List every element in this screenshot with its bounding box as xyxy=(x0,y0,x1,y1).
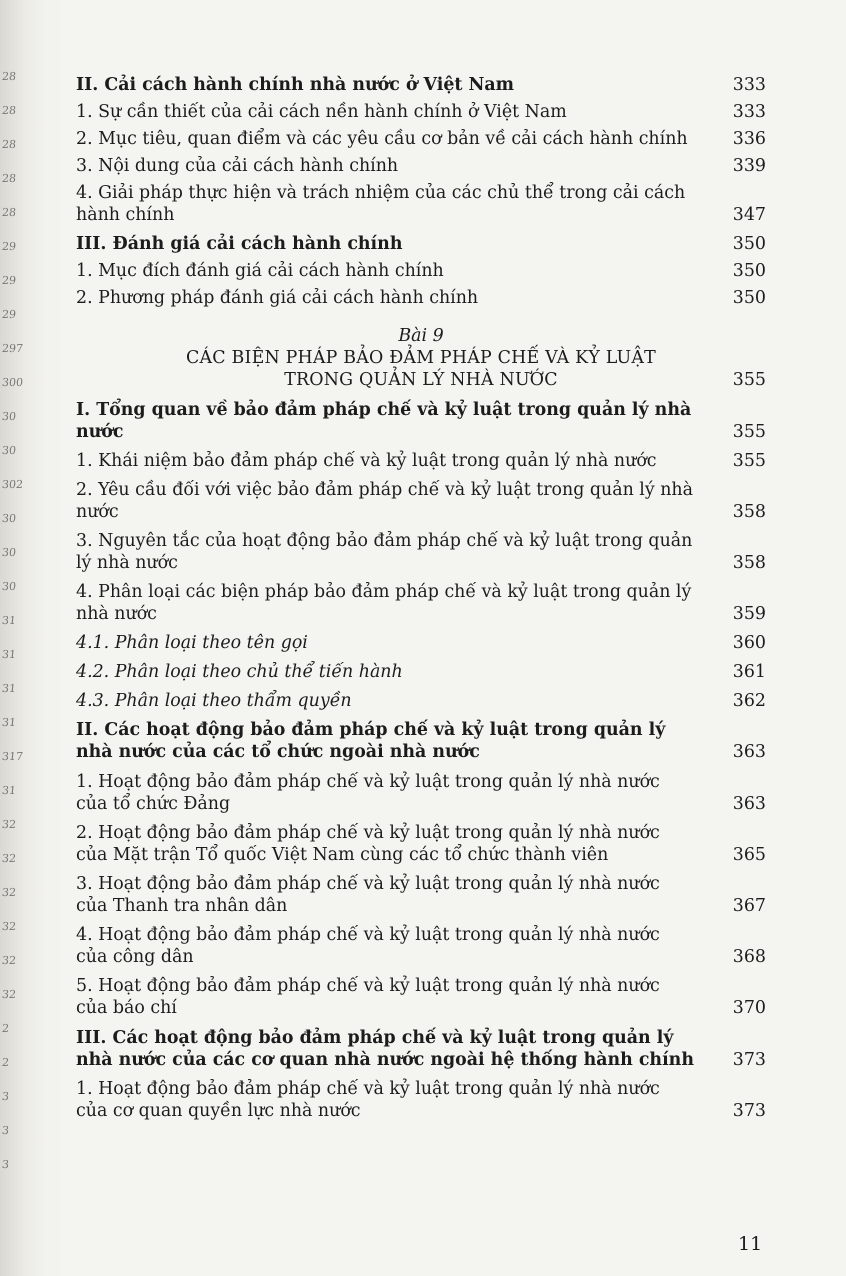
toc-entry-title: 4.1. Phân loại theo tên gọi xyxy=(76,633,308,653)
toc-entry-page: 360 xyxy=(732,633,766,653)
toc-entry xyxy=(76,450,766,472)
toc-entry-title: 3. Hoạt động bảo đảm pháp chế và kỷ luật trong quản lý nhà nước của Thanh tra nhân dân xyxy=(76,874,660,916)
toc-entry-page: 336 xyxy=(732,129,766,149)
adjacent-page-number: 28 xyxy=(1,70,17,83)
adjacent-page-number: 32 xyxy=(1,920,17,933)
toc-entry xyxy=(76,101,766,123)
toc-entry-page: 358 xyxy=(732,502,766,522)
toc-entry-page: 370 xyxy=(732,998,766,1018)
adjacent-page-number: 30 xyxy=(1,546,17,559)
chapter-number: Bài 9 xyxy=(398,326,444,346)
adjacent-page-number: 32 xyxy=(1,954,17,967)
toc-entry-title: 4. Giải pháp thực hiện và trách nhiệm của các chủ thể trong cải cách hành chính xyxy=(76,183,686,225)
toc-entry-title: II. Các hoạt động bảo đảm pháp chế và kỷ luật trong quản lý nhà nước của các tổ chức ngoài nhà nước xyxy=(76,720,666,762)
toc-entry-page: 350 xyxy=(732,288,766,308)
toc-entry xyxy=(76,530,766,574)
adjacent-page-number: 28 xyxy=(1,206,17,219)
adjacent-page-number: 297 xyxy=(1,342,24,355)
toc-entry-page: 355 xyxy=(732,422,766,442)
toc-entry-page: 350 xyxy=(732,234,766,254)
adjacent-page-edge xyxy=(0,0,46,1276)
toc-entry xyxy=(76,771,766,815)
toc-entry xyxy=(76,287,766,309)
toc-entry-page: 367 xyxy=(732,896,766,916)
adjacent-page-number: 300 xyxy=(1,376,24,389)
toc-entry xyxy=(76,74,766,96)
adjacent-page-number: 28 xyxy=(1,138,17,151)
adjacent-page-number: 302 xyxy=(1,478,24,491)
toc-entry-title: III. Đánh giá cải cách hành chính xyxy=(76,234,403,254)
toc-section-administrative-reform xyxy=(76,74,766,309)
toc-entry-title: III. Các hoạt động bảo đảm pháp chế và kỷ luật trong quản lý nhà nước của các cơ quan nhà nước ngoài hệ thống hành chính xyxy=(76,1028,694,1070)
chapter-heading xyxy=(76,325,766,391)
toc-entry xyxy=(76,690,766,712)
adjacent-page-number: 32 xyxy=(1,852,17,865)
toc-entry-title: I. Tổng quan về bảo đảm pháp chế và kỷ luật trong quản lý nhà nước xyxy=(76,400,692,442)
adjacent-page-number: 28 xyxy=(1,104,17,117)
adjacent-page-number: 29 xyxy=(1,274,17,287)
toc-entry-title: 1. Mục đích đánh giá cải cách hành chính xyxy=(76,261,444,281)
toc-entry-page: 358 xyxy=(732,553,766,573)
adjacent-page-number: 29 xyxy=(1,240,17,253)
toc-entry xyxy=(76,822,766,866)
adjacent-page-number: 30 xyxy=(1,444,17,457)
toc-entry-title: II. Cải cách hành chính nhà nước ở Việt Nam xyxy=(76,75,515,95)
adjacent-page-number: 29 xyxy=(1,308,17,321)
toc-entry-title: 1. Hoạt động bảo đảm pháp chế và kỷ luật trong quản lý nhà nước của cơ quan quyền lực nhà nước xyxy=(76,1079,660,1121)
adjacent-page-number: 31 xyxy=(1,784,17,797)
adjacent-page-number: 31 xyxy=(1,682,17,695)
toc-entry xyxy=(76,975,766,1019)
toc-entry xyxy=(76,260,766,282)
toc-entry-title: 1. Hoạt động bảo đảm pháp chế và kỷ luật trong quản lý nhà nước của tổ chức Đảng xyxy=(76,772,660,814)
table-of-contents xyxy=(76,70,766,1122)
toc-entry xyxy=(76,661,766,683)
toc-entry xyxy=(76,1078,766,1122)
toc-entry-title: 2. Phương pháp đánh giá cải cách hành chính xyxy=(76,288,479,308)
toc-entry-page: 339 xyxy=(732,156,766,176)
toc-entry xyxy=(76,632,766,654)
toc-entry-page: 347 xyxy=(732,205,766,225)
adjacent-page-number: 317 xyxy=(1,750,24,763)
adjacent-page-number: 32 xyxy=(1,818,17,831)
toc-entry-page: 350 xyxy=(732,261,766,281)
toc-entry xyxy=(76,581,766,625)
adjacent-page-number: 30 xyxy=(1,410,17,423)
toc-entry xyxy=(76,479,766,523)
toc-section-chapter-9 xyxy=(76,399,766,1122)
toc-entry-page: 368 xyxy=(732,947,766,967)
toc-entry xyxy=(76,873,766,917)
toc-entry xyxy=(76,182,766,226)
toc-entry xyxy=(76,155,766,177)
adjacent-page-number: 30 xyxy=(1,580,17,593)
toc-entry-page: 363 xyxy=(732,742,766,762)
adjacent-page-number: 3 xyxy=(1,1090,10,1103)
toc-entry-title: 5. Hoạt động bảo đảm pháp chế và kỷ luật trong quản lý nhà nước của báo chí xyxy=(76,976,660,1018)
adjacent-page-number: 31 xyxy=(1,614,17,627)
toc-entry-page: 333 xyxy=(732,75,766,95)
toc-entry-page: 361 xyxy=(732,662,766,682)
toc-entry-page: 373 xyxy=(732,1101,766,1121)
adjacent-page-number: 32 xyxy=(1,988,17,1001)
toc-entry-title: 4. Phân loại các biện pháp bảo đảm pháp chế và kỷ luật trong quản lý nhà nước xyxy=(76,582,692,624)
chapter-title-line1: CÁC BIỆN PHÁP BẢO ĐẢM PHÁP CHẾ VÀ KỶ LUẬT xyxy=(186,348,656,368)
adjacent-page-number: 31 xyxy=(1,648,17,661)
toc-entry-page: 333 xyxy=(732,102,766,122)
adjacent-page-number: 30 xyxy=(1,512,17,525)
toc-entry-page: 373 xyxy=(732,1050,766,1070)
toc-entry-title: 2. Yêu cầu đối với việc bảo đảm pháp chế và kỷ luật trong quản lý nhà nước xyxy=(76,480,693,522)
toc-entry-title: 4.3. Phân loại theo thẩm quyền xyxy=(76,691,352,711)
toc-entry-title: 1. Khái niệm bảo đảm pháp chế và kỷ luật trong quản lý nhà nước xyxy=(76,451,657,471)
adjacent-page-number: 3 xyxy=(1,1158,10,1171)
toc-entry xyxy=(76,233,766,255)
toc-entry xyxy=(76,1027,766,1071)
toc-entry xyxy=(76,128,766,150)
toc-entry-page: 365 xyxy=(732,845,766,865)
toc-entry-title: 2. Mục tiêu, quan điểm và các yêu cầu cơ bản về cải cách hành chính xyxy=(76,129,688,149)
adjacent-page-number: 2 xyxy=(1,1056,10,1069)
adjacent-page-number: 2 xyxy=(1,1022,10,1035)
toc-entry-title: 3. Nguyên tắc của hoạt động bảo đảm pháp chế và kỷ luật trong quản lý nhà nước xyxy=(76,531,693,573)
toc-entry xyxy=(76,399,766,443)
adjacent-page-number: 32 xyxy=(1,886,17,899)
toc-entry-title: 1. Sự cần thiết của cải cách nền hành chính ở Việt Nam xyxy=(76,102,567,122)
toc-entry-title: 4.2. Phân loại theo chủ thể tiến hành xyxy=(76,662,403,682)
chapter-title-line2: TRONG QUẢN LÝ NHÀ NƯỚC xyxy=(284,370,558,390)
toc-entry-title: 4. Hoạt động bảo đảm pháp chế và kỷ luật trong quản lý nhà nước của công dân xyxy=(76,925,660,967)
chapter-page-number: 355 xyxy=(732,370,766,390)
adjacent-page-number: 3 xyxy=(1,1124,10,1137)
toc-entry xyxy=(76,719,766,763)
adjacent-page-number: 28 xyxy=(1,172,17,185)
toc-entry-title: 2. Hoạt động bảo đảm pháp chế và kỷ luật trong quản lý nhà nước của Mặt trận Tổ quốc Việt Nam cùng các tổ chức thành viên xyxy=(76,823,660,865)
toc-entry-page: 359 xyxy=(732,604,766,624)
adjacent-page-number: 31 xyxy=(1,716,17,729)
toc-entry-title: 3. Nội dung của cải cách hành chính xyxy=(76,156,399,176)
toc-entry xyxy=(76,924,766,968)
toc-entry-page: 363 xyxy=(732,794,766,814)
page-folio: 11 xyxy=(738,1233,763,1255)
toc-entry-page: 362 xyxy=(732,691,766,711)
toc-entry-page: 355 xyxy=(732,451,766,471)
